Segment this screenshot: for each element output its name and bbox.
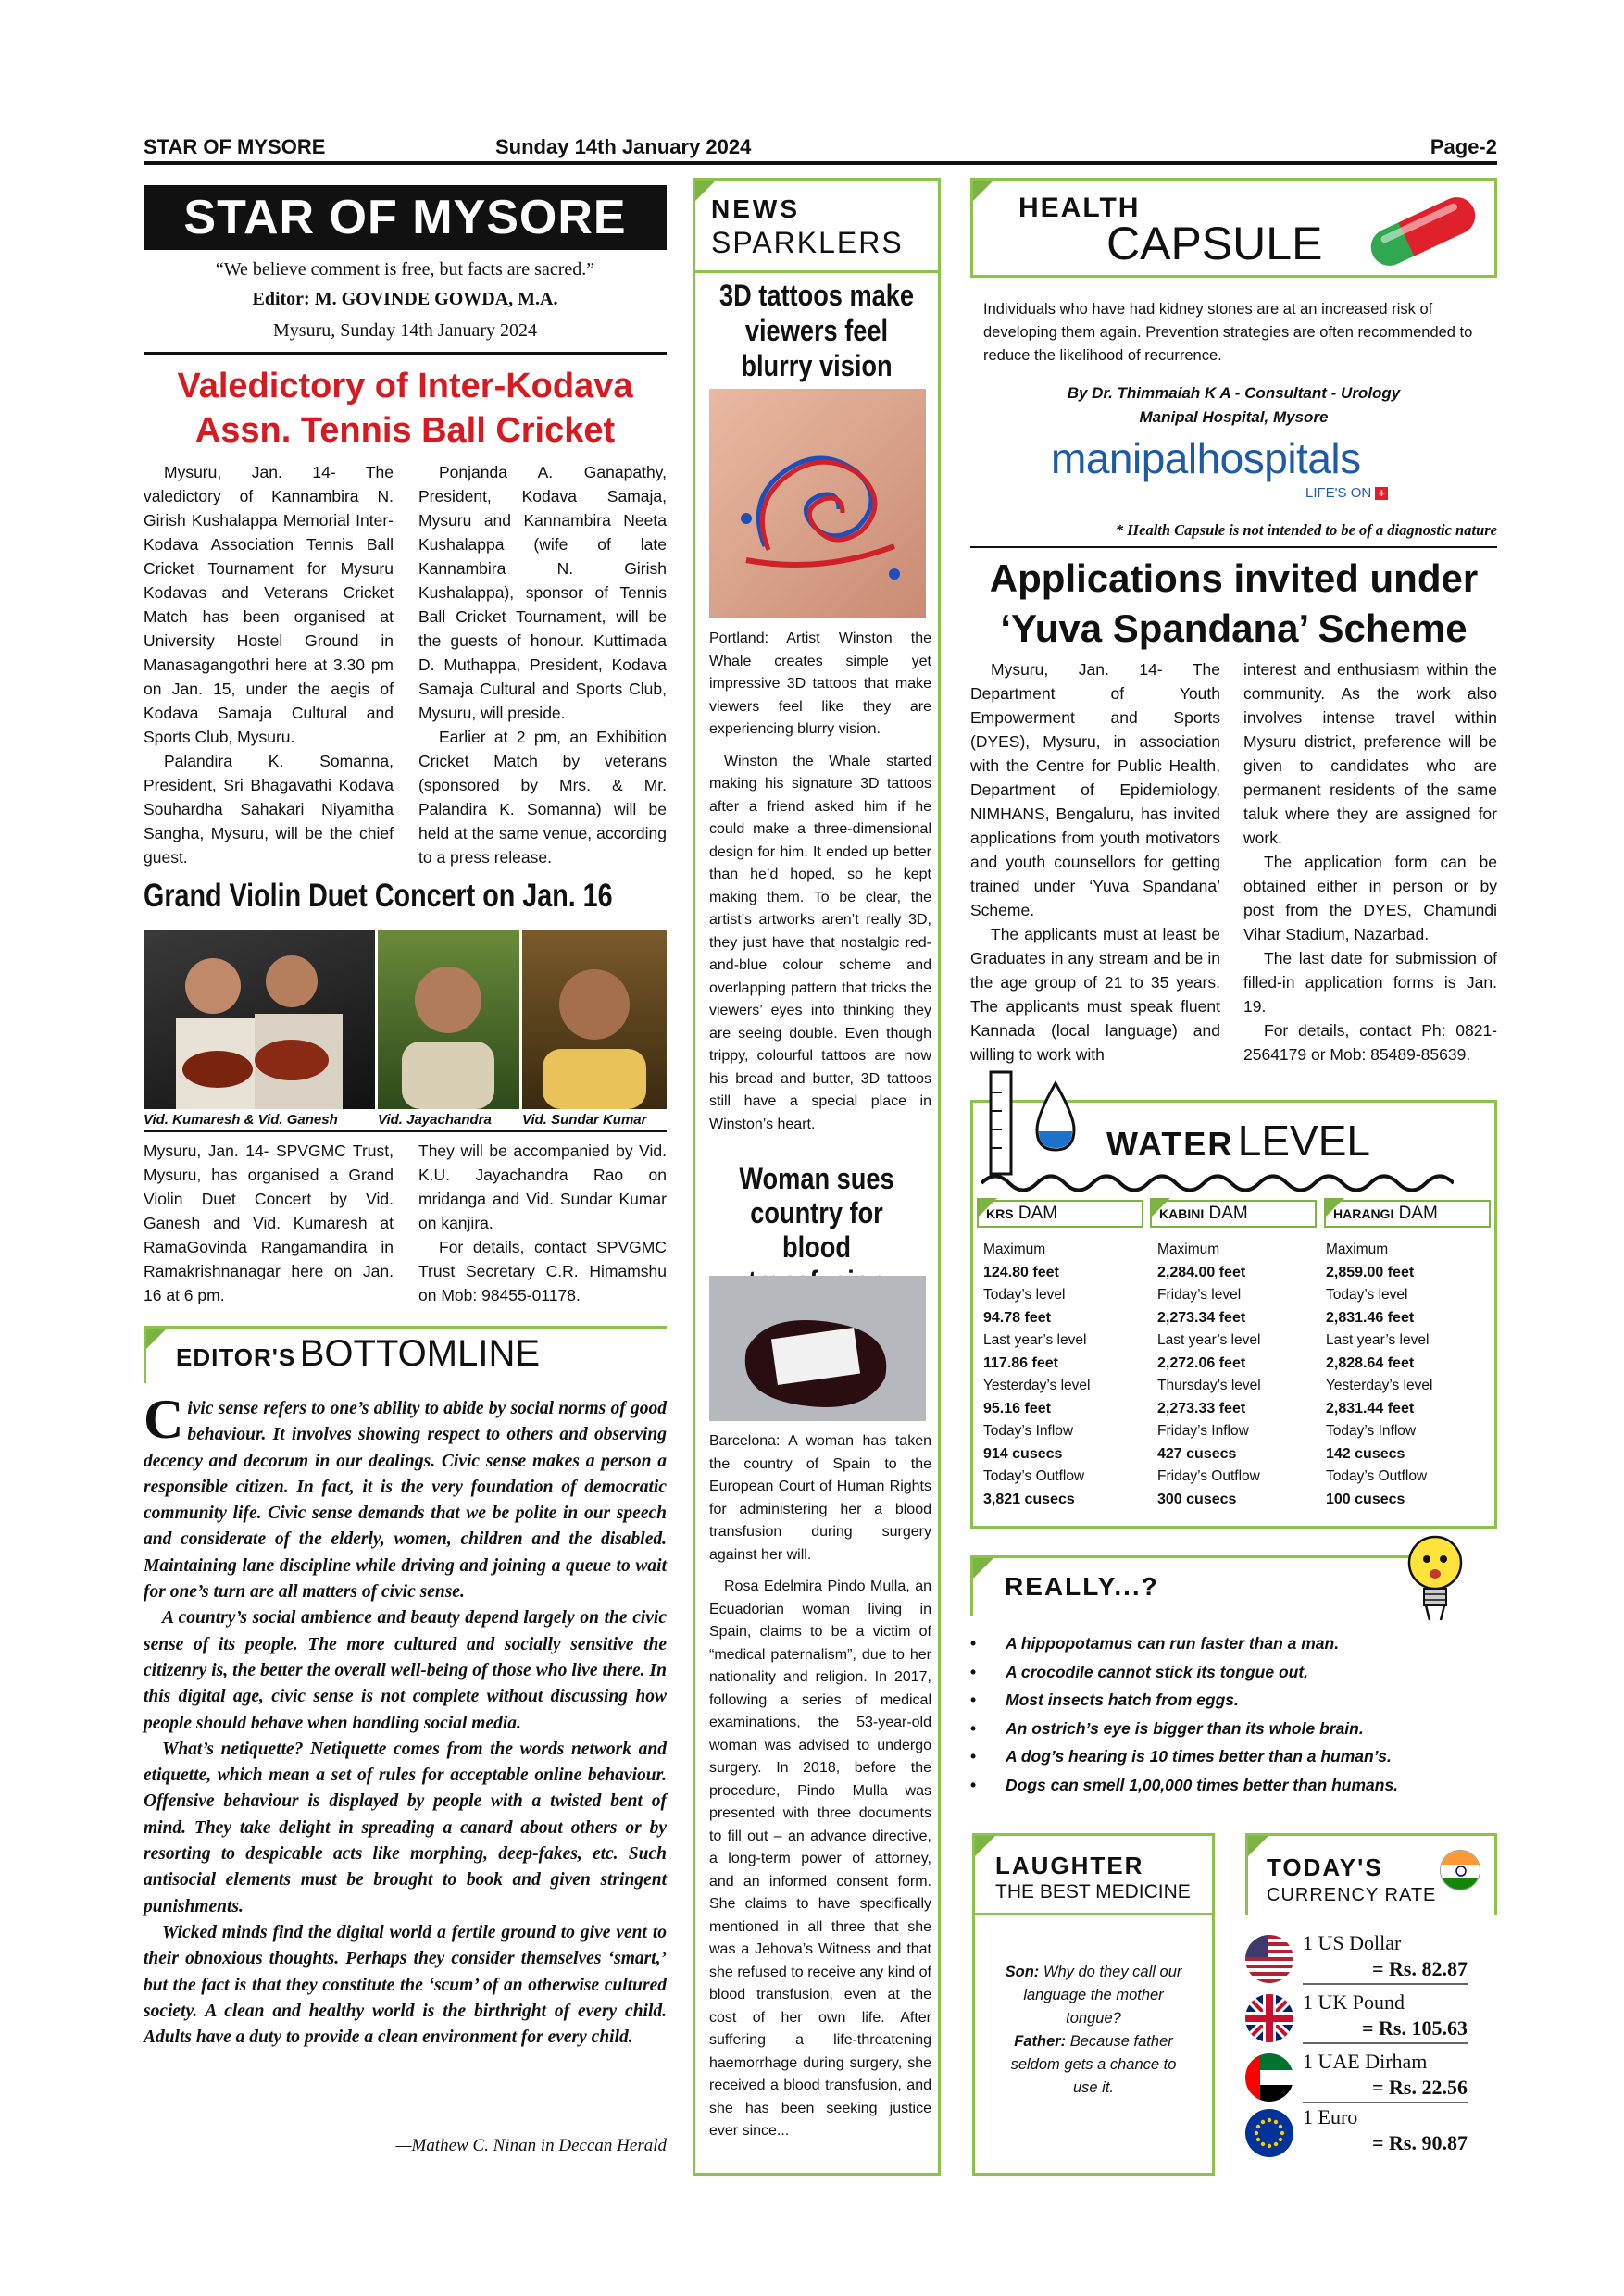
bottomline-para: What’s netiquette? Netiquette comes from the words network and etiquette, which mean a set of rules for acceptable online behaviour. Offensive behaviour is displayed by people with a twisted bent of mind. They take delight in spreading a canard about others or by resorting to despicable acts like morphing, deep-fakes, etc. Such antisocial elements must be brought to book and given stringent punishments. bbox=[144, 1739, 667, 1916]
krs-dam-suffix: DAM bbox=[1018, 1204, 1058, 1223]
currency-value: = Rs. 82.87 bbox=[1372, 1957, 1468, 1980]
violin-caption-3: Vid. Sundar Kumar bbox=[522, 1112, 647, 1128]
kabini-dam-data bbox=[1157, 1239, 1315, 1511]
sparklers-label-light: SPARKLERS bbox=[711, 226, 904, 259]
really-tab bbox=[973, 1558, 993, 1578]
blood-photo bbox=[709, 1276, 926, 1421]
tattoo-headline: 3D tattoos make viewers feel blurry vision bbox=[718, 279, 915, 382]
kabini-dam-name: KABINI bbox=[1159, 1206, 1205, 1221]
violin-caption-2: Vid. Jayachandra bbox=[378, 1112, 492, 1128]
blood-text bbox=[709, 1430, 931, 2143]
health-tab bbox=[973, 181, 993, 201]
violin-headline: Grand Violin Duet Concert on Jan. 16 bbox=[144, 878, 613, 914]
masthead-motto: “We believe comment is free, but facts are sacred.” bbox=[215, 259, 595, 280]
header-rule bbox=[144, 161, 1497, 165]
running-head-page: Page-2 bbox=[1430, 135, 1497, 158]
currency-divider bbox=[1303, 2042, 1468, 2044]
really-label: REALLY...? bbox=[1005, 1572, 1159, 1601]
tattoo-text bbox=[709, 628, 931, 1136]
dam-row: Today’s level 2,831.46 feet bbox=[1326, 1287, 1415, 1326]
krs-dam-data bbox=[983, 1239, 1141, 1511]
currency-label-bold: TODAY'S bbox=[1267, 1853, 1383, 1881]
cricket-para: Mysuru, Jan. 14- The valedictory of Kannambira N. Girish Kushalappa Memorial Inter-Kodava Association Tennis Ball Cricket Tournament for Mysuru Kodavas and Veterans Cricket Match has been organised at University Hostel Ground in Manasagangothri here at 3.30 pm on Jan. 15, under the aegis of Kodava Samaja Cultural and Sports Club, Mysuru. bbox=[144, 463, 394, 746]
krs-dam-header bbox=[977, 1200, 1143, 1228]
dam-row: Friday’s level 2,273.34 feet bbox=[1157, 1287, 1246, 1326]
capsule-icon bbox=[1354, 190, 1493, 273]
really-item: • Most insects hatch from eggs. bbox=[970, 1686, 1497, 1715]
currency-name: 1 Euro bbox=[1303, 2105, 1358, 2128]
running-head bbox=[144, 133, 1497, 165]
yuva-col-2 bbox=[1243, 657, 1497, 1067]
health-byline bbox=[970, 381, 1497, 430]
health-label-light: CAPSULE bbox=[1106, 218, 1323, 269]
cricket-para: Earlier at 2 pm, an Exhibition Cricket Match by veterans (sponsored by Mrs. & Mr. Palandira K. Somanna) will be held at the same venue, according to a press release. bbox=[418, 728, 667, 867]
really-item: • Dogs can smell 1,00,000 times better than humans. bbox=[970, 1771, 1497, 1800]
bulb-icon bbox=[1398, 1528, 1472, 1629]
dam-row: Friday’s Inflow 427 cusecs bbox=[1157, 1423, 1249, 1462]
sparklers-label-bold: NEWS bbox=[711, 194, 800, 223]
health-label-bold: HEALTH bbox=[1018, 193, 1141, 223]
plus-icon: + bbox=[1375, 487, 1388, 500]
eu-flag-icon bbox=[1245, 2109, 1293, 2157]
blood-para: Barcelona: A woman has taken the country of Spain to the European Court of Human Rights for administering her a blood transfusion during surgery against her will. bbox=[709, 1433, 931, 1563]
water-waves-icon bbox=[981, 1165, 1454, 1202]
harangi-dam-name: HARANGI bbox=[1333, 1206, 1394, 1221]
uk-flag-icon bbox=[1245, 1994, 1293, 2042]
masthead-dateline: Mysuru, Sunday 14th January 2024 bbox=[273, 320, 537, 341]
cricket-headline bbox=[144, 364, 667, 453]
son-label: Son: bbox=[1005, 1964, 1040, 1980]
photo-sundar-kumar bbox=[522, 930, 667, 1109]
cricket-headline-line1: Valedictory of Inter-Kodava bbox=[177, 367, 633, 406]
currency-row-usd bbox=[1245, 1931, 1468, 1985]
photo-kumaresh-ganesh bbox=[144, 930, 375, 1109]
yuva-headline-line1: Applications invited under bbox=[989, 556, 1479, 600]
harangi-dam-header bbox=[1324, 1200, 1491, 1228]
laughter-joke bbox=[1000, 1961, 1187, 2100]
india-flag-icon bbox=[1440, 1850, 1480, 1890]
masthead-title: STAR OF MYSORE bbox=[144, 185, 667, 250]
manipal-logo: manipalhospitals bbox=[1051, 434, 1361, 482]
violin-caption-1: Vid. Kumaresh & Vid. Ganesh bbox=[144, 1112, 338, 1128]
violin-col-2 bbox=[418, 1139, 667, 1307]
currency-value: = Rs. 105.63 bbox=[1362, 2016, 1468, 2040]
harangi-dam-suffix: DAM bbox=[1398, 1204, 1438, 1223]
cricket-col-1 bbox=[144, 460, 394, 869]
manipal-logo-tag bbox=[1305, 485, 1388, 501]
manipal-logo-tag-text: LIFE'S ON bbox=[1305, 485, 1372, 501]
currency-value: = Rs. 22.56 bbox=[1372, 2076, 1468, 2099]
cricket-headline-line2: Assn. Tennis Ball Cricket bbox=[194, 411, 616, 450]
dam-row: Last year’s level 117.86 feet bbox=[983, 1332, 1087, 1371]
kabini-dam-suffix: DAM bbox=[1208, 1204, 1248, 1223]
currency-row-aed bbox=[1245, 2050, 1468, 2103]
dam-row: Yesterday’s level 2,831.44 feet bbox=[1326, 1378, 1433, 1416]
violin-para: They will be accompanied by Vid. K.U. Jayachandra Rao on mridanga and Vid. Sundar Kumar on kanjira. bbox=[418, 1142, 667, 1232]
currency-label-light: CURRENCY RATE bbox=[1267, 1885, 1437, 1905]
yuva-headline bbox=[970, 554, 1497, 654]
laughter-label-light: THE BEST MEDICINE bbox=[995, 1881, 1191, 1903]
currency-row-eur bbox=[1245, 2105, 1468, 2159]
bottomline-tab bbox=[146, 1329, 167, 1349]
harangi-dam-data bbox=[1326, 1239, 1488, 1511]
masthead-rule bbox=[144, 352, 667, 355]
dam-row: Today’s Inflow 914 cusecs bbox=[983, 1423, 1074, 1462]
masthead-editor: Editor: M. GOVINDE GOWDA, M.A. bbox=[252, 289, 558, 309]
father-text: Because father seldom gets a chance to use it. bbox=[1010, 2033, 1177, 2096]
currency-divider bbox=[1303, 1983, 1468, 1985]
water-label-light: LEVEL bbox=[1237, 1117, 1370, 1165]
currency-name: 1 UAE Dirham bbox=[1303, 2050, 1428, 2073]
sparklers-label-rule bbox=[695, 270, 938, 273]
cricket-col-2 bbox=[418, 460, 667, 869]
tattoo-para: Winston the Whale started making his signature 3D tattoos after a friend asked him if he could make a three-dimensional design for him. It ended up better than he’d hoped, so he kept making them. To be clear, the artist’s artworks aren’t really 3D, they just have that nostalgic red-and-blue colour scheme and overlapping pattern that tricks the viewers’ eyes into thinking they are seeing double. Even though trippy, colourful tattoos are now his bread and butter, 3D tattoos still have a special place in Winston’s heart. bbox=[709, 753, 931, 1132]
yuva-col-1 bbox=[970, 657, 1220, 1067]
blood-headline: Woman sues country for blood bbox=[739, 1162, 894, 1264]
bottomline-dropcap: C bbox=[144, 1389, 184, 1450]
bottomline-para: ivic sense refers to one’s ability to abide by social norms of good behaviour. It involves showing respect to others and observing decency and decorum in our dealings. Civic sense makes a person a responsible citizen. In fact, it is the very foundation of democratic community life. Civic sense demands that we be polite in our speech and considerate of the elderly, women, children and the disabled. Maintaining lane discipline while driving and joining a queue to wait for one’s turn are all matters of civic sense. bbox=[144, 1399, 667, 1603]
dam-row: Yesterday’s level 95.16 feet bbox=[983, 1378, 1091, 1416]
photo-jayachandra bbox=[378, 930, 519, 1109]
running-head-paper: STAR OF MYSORE bbox=[144, 135, 326, 158]
bottomline-label-bold: EDITOR'S bbox=[176, 1343, 296, 1371]
dam-row: Friday’s Outflow 300 cusecs bbox=[1157, 1468, 1260, 1507]
really-item: • A hippopotamus can run faster than a man. bbox=[970, 1629, 1497, 1658]
dam-row: Today’s Outflow 100 cusecs bbox=[1326, 1468, 1428, 1507]
health-byline-1: By Dr. Thimmaiah K A - Consultant - Urology bbox=[1067, 384, 1401, 402]
cricket-para: Ponjanda A. Ganapathy, President, Kodava Samaja, Mysuru and Kannambira Neeta Kushalappa (wife of late Kannambira N. Girish Kushalappa), sponsor of Tennis Ball Cricket Tournament, will be the guests of honour. Kuttimada D. Muthappa, President, Kodava Samaja Cultural and Sports Club, Mysuru, will preside. bbox=[418, 463, 667, 722]
yuva-para: The application form can be obtained either in person or by post from the DYES, Chamundi Vihar Stadium, Nazarbad. bbox=[1243, 853, 1497, 943]
violin-para: For details, contact SPVGMC Trust Secretary C.R. Himamshu on Mob: 98455-01178. bbox=[418, 1238, 667, 1304]
violin-caption-rule bbox=[144, 1130, 667, 1132]
health-body: Individuals who have had kidney stones are at an increased risk of developing them again. Prevention strategies are often recommended to reduce the likelihood of recurrence. bbox=[983, 301, 1473, 364]
laughter-label-bold: LAUGHTER bbox=[995, 1852, 1144, 1879]
yuva-para: The applicants must at least be Graduates in any stream and be in the age group of 21 to 35 years. The applicants must speak fluent Kannada (local language) and willing to work with bbox=[970, 925, 1220, 1064]
us-flag-icon bbox=[1245, 1935, 1293, 1983]
dam-row: Today’s Inflow 142 cusecs bbox=[1326, 1423, 1417, 1462]
currency-name: 1 UK Pound bbox=[1303, 1990, 1405, 2014]
currency-value: = Rs. 90.87 bbox=[1372, 2131, 1468, 2154]
violin-para: Mysuru, Jan. 14- SPVGMC Trust, Mysuru, has organised a Grand Violin Duet Concert by Vid. Ganesh and Vid. Kumaresh at RamaGovinda Rangamandira in Ramakrishnanagar here on Jan. 16 at 6 pm. bbox=[144, 1142, 394, 1304]
bottomline-credit: —Mathew C. Ninan in Deccan Herald bbox=[395, 2136, 667, 2155]
health-disclaimer: * Health Capsule is not intended to be of a diagnostic nature bbox=[1115, 521, 1497, 539]
dam-row: Thursday’s level 2,273.33 feet bbox=[1157, 1378, 1261, 1416]
bottomline-para: A country’s social ambience and beauty depend largely on the civic sense of its people. The more cultured and socially sensitive the citizenry is, the better the overall well-being of those who live there. In this digital age, civic sense is not complete without discussing how people should behave when handling social media. bbox=[144, 1608, 667, 1733]
son-text: Why do they call our language the mother tongue? bbox=[1023, 1964, 1182, 2027]
yuva-para: interest and enthusiasm within the community. As the work also involves intense travel within Mysuru district, preference will be given to candidates who are permanent residents of the same taluk where they are assigned for work. bbox=[1243, 660, 1497, 847]
bottomline-body bbox=[144, 1389, 667, 2051]
uae-flag-icon bbox=[1245, 2053, 1293, 2102]
dam-row: Maximum 124.80 feet bbox=[983, 1242, 1059, 1280]
father-label: Father: bbox=[1014, 2033, 1067, 2050]
tattoo-para: Portland: Artist Winston the Whale creates simple yet impressive 3D tattoos that make viewers feel like they are experiencing blurry vision. bbox=[709, 630, 931, 737]
tattoo-photo bbox=[709, 389, 926, 618]
really-item: • A crocodile cannot stick its tongue out. bbox=[970, 1658, 1497, 1687]
really-list bbox=[970, 1629, 1497, 1799]
health-byline-2: Manipal Hospital, Mysore bbox=[1139, 408, 1329, 426]
krs-dam-name: KRS bbox=[986, 1206, 1014, 1221]
laughter-rule bbox=[975, 1913, 1212, 1915]
yuva-para: For details, contact Ph: 0821-2564179 or Mob: 85489-85639. bbox=[1243, 1021, 1497, 1064]
water-label bbox=[1106, 1116, 1370, 1166]
dam-row: Today’s Outflow 3,821 cusecs bbox=[983, 1468, 1085, 1507]
bottomline-label bbox=[176, 1333, 540, 1375]
yuva-headline-line2: ‘Yuva Spandana’ Scheme bbox=[1000, 606, 1468, 650]
bottomline-para: Wicked minds find the digital world a fertile ground to give vent to their obnoxious thoughts. Perhaps they consider themselves ‘smart,’ but the fact is that they constitute the ‘scum’ of an otherwise cultured society. A clean and healthy world is the birthright of every child. Adults have a duty to provide a clean environment for every child. bbox=[144, 1922, 667, 2048]
currency-divider bbox=[1303, 2102, 1468, 2103]
yuva-para: Mysuru, Jan. 14- The Department of Youth Empowerment and Sports (DYES), Mysuru, in association with the Centre for Public Health, Department of Epidemiology, NIMHANS, Bengaluru, has invited applications from youth motivators and youth counsellors for getting trained under ‘Yuva Spandana’ Scheme. bbox=[970, 660, 1220, 919]
currency-row-gbp bbox=[1245, 1990, 1468, 2044]
dam-row: Today’s level 94.78 feet bbox=[983, 1287, 1066, 1326]
cricket-para: Palandira K. Somanna, President, Sri Bhagavathi Kodava Souhardha Sahakari Niyamitha Sangha, Mysuru, will be the chief guest. bbox=[144, 752, 394, 867]
really-item: • An ostrich’s eye is bigger than its whole brain. bbox=[970, 1715, 1497, 1743]
health-rule bbox=[970, 546, 1497, 548]
dam-row: Maximum 2,284.00 feet bbox=[1157, 1242, 1246, 1280]
dam-row: Last year’s level 2,272.06 feet bbox=[1157, 1332, 1261, 1371]
laughter-tab bbox=[975, 1836, 995, 1856]
currency-name: 1 US Dollar bbox=[1303, 1931, 1402, 1954]
kabini-dam-header bbox=[1150, 1200, 1317, 1228]
really-item: • A dog’s hearing is 10 times better than a human’s. bbox=[970, 1742, 1497, 1771]
currency-tab bbox=[1248, 1836, 1268, 1856]
yuva-para: The last date for submission of filled-in application forms is Jan. 19. bbox=[1243, 949, 1497, 1016]
running-head-date: Sunday 14th January 2024 bbox=[495, 135, 752, 158]
bottomline-label-light: BOTTOMLINE bbox=[299, 1333, 541, 1374]
dam-row: Maximum 2,859.00 feet bbox=[1326, 1242, 1415, 1280]
blood-para: Rosa Edelmira Pindo Mulla, an Ecuadorian woman living in Spain, claims to be a victim of “medical paternalism”, due to her nationality and religion. In 2017, following a series of medical examinations, the 53-year-old woman was advised to undergo surgery. In 2018, before the procedure, Pindo Mulla was presented with three documents to fill out – an advance directive, a long-term power of attorney, and an informed consent form. She claims to have specifically mentioned in all three that she was a Jehova’s Witness and that she refused to receive any kind of blood transfusion, even at the cost of her own life. After suffering a life-threatening haemorrhage during surgery, she received a blood transfusion, and she has been seeking justice ever since... bbox=[709, 1578, 931, 2139]
violin-col-1 bbox=[144, 1139, 394, 1307]
dam-row: Last year’s level 2,828.64 feet bbox=[1326, 1332, 1430, 1371]
water-label-bold: WATER bbox=[1106, 1125, 1234, 1163]
